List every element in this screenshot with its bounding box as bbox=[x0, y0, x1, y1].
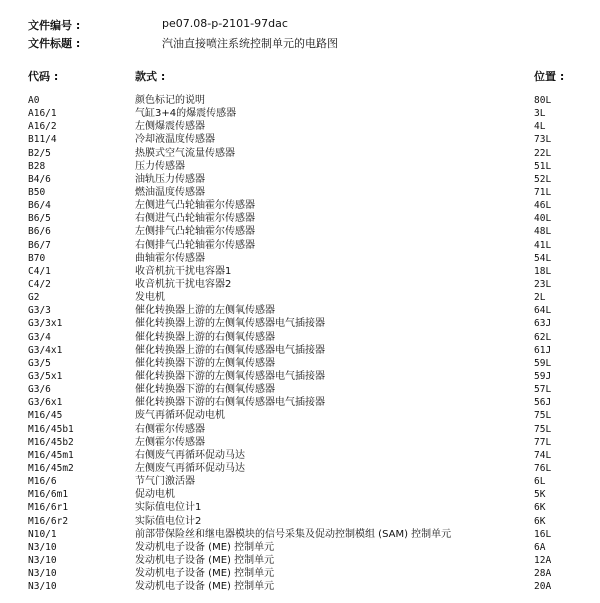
table-row bbox=[0, 160, 600, 173]
row-description: 气缸3+4的爆震传感器 bbox=[135, 108, 237, 120]
row-description: 曲轴霍尔传感器 bbox=[135, 252, 205, 264]
table-row bbox=[0, 107, 600, 120]
row-position: 52L bbox=[534, 173, 552, 185]
row-code: B11/4 bbox=[28, 134, 57, 146]
row-description: 前部带保险丝和继电器模块的信号采集及促动控制模组 (SAM) 控制单元 bbox=[135, 528, 452, 540]
row-description: 热膜式空气流量传感器 bbox=[135, 147, 235, 159]
row-description: 右侧废气再循环促动马达 bbox=[135, 449, 245, 461]
row-code: M16/6r1 bbox=[28, 502, 69, 514]
table-row bbox=[0, 239, 600, 252]
row-code: B4/6 bbox=[28, 173, 51, 185]
table-row bbox=[0, 225, 600, 238]
table-row bbox=[0, 199, 600, 212]
table-row bbox=[0, 580, 600, 593]
table-row bbox=[0, 528, 600, 541]
doc-number-label: 文件编号 : bbox=[28, 19, 81, 32]
row-position: 71L bbox=[534, 186, 552, 198]
row-code: G3/4 bbox=[28, 331, 51, 343]
row-position: 4L bbox=[534, 121, 546, 133]
row-description: 左侧爆震传感器 bbox=[135, 121, 205, 133]
row-code: B6/4 bbox=[28, 200, 51, 212]
row-description: 发动机电子设备 (ME) 控制单元 bbox=[135, 581, 275, 593]
row-position: 63J bbox=[534, 318, 552, 330]
row-position: 64L bbox=[534, 305, 552, 317]
row-code: G3/5x1 bbox=[28, 370, 63, 382]
row-position: 40L bbox=[534, 213, 552, 225]
row-code: N10/1 bbox=[28, 528, 57, 540]
row-code: B6/5 bbox=[28, 213, 51, 225]
row-position: 2L bbox=[534, 292, 546, 304]
row-code: C4/1 bbox=[28, 265, 51, 277]
row-description: 发动机电子设备 (ME) 控制单元 bbox=[135, 541, 275, 553]
table-row bbox=[0, 396, 600, 409]
row-position: 6L bbox=[534, 476, 546, 488]
table-row bbox=[0, 541, 600, 554]
row-code: C4/2 bbox=[28, 278, 51, 290]
row-description: 油轨压力传感器 bbox=[135, 173, 205, 185]
table-row bbox=[0, 291, 600, 304]
row-description: 左侧霍尔传感器 bbox=[135, 436, 205, 448]
row-description: 颜色标记的说明 bbox=[135, 95, 205, 106]
row-position: 73L bbox=[534, 134, 552, 146]
row-position: 6A bbox=[534, 541, 546, 553]
row-description: 燃油温度传感器 bbox=[135, 186, 205, 198]
row-position: 76L bbox=[534, 462, 552, 474]
row-code: M16/6 bbox=[28, 476, 57, 488]
table-row bbox=[0, 212, 600, 225]
table-row bbox=[0, 436, 600, 449]
row-position: 54L bbox=[534, 252, 552, 264]
header-pos: 位置 : bbox=[534, 70, 565, 83]
row-description: 催化转换器上游的左侧氧传感器 bbox=[135, 305, 275, 317]
row-code: A16/1 bbox=[28, 108, 57, 120]
table-row bbox=[0, 252, 600, 265]
row-code: M16/45m2 bbox=[28, 462, 74, 474]
row-code: B28 bbox=[28, 160, 46, 172]
component-table bbox=[0, 94, 600, 593]
row-code: G3/5 bbox=[28, 357, 51, 369]
row-position: 5K bbox=[534, 489, 546, 501]
table-row bbox=[0, 186, 600, 199]
table-row bbox=[0, 370, 600, 383]
table-row bbox=[0, 278, 600, 291]
table-row bbox=[0, 265, 600, 278]
table-row bbox=[0, 331, 600, 344]
row-description: 节气门激活器 bbox=[135, 476, 195, 488]
row-position: 48L bbox=[534, 226, 552, 238]
row-position: 56J bbox=[534, 397, 552, 409]
row-code: B6/6 bbox=[28, 226, 51, 238]
row-description: 催化转换器下游的左侧氧传感器 bbox=[135, 357, 275, 369]
row-description: 发动机电子设备 (ME) 控制单元 bbox=[135, 568, 275, 580]
row-position: 12A bbox=[534, 554, 552, 566]
table-row bbox=[0, 94, 600, 107]
doc-title-value: 汽油直接喷注系统控制单元的电路图 bbox=[162, 37, 338, 50]
row-description: 催化转换器下游的右侧氧传感器 bbox=[135, 384, 275, 396]
table-row bbox=[0, 449, 600, 462]
row-description: 催化转换器上游的右侧氧传感器 bbox=[135, 331, 275, 343]
row-code: B50 bbox=[28, 186, 46, 198]
row-description: 右侧霍尔传感器 bbox=[135, 423, 205, 435]
row-position: 61J bbox=[534, 344, 552, 356]
row-position: 6K bbox=[534, 502, 546, 514]
row-position: 59J bbox=[534, 370, 552, 382]
row-description: 压力传感器 bbox=[135, 160, 185, 172]
row-description: 收音机抗干扰电容器2 bbox=[135, 278, 232, 290]
table-row bbox=[0, 488, 600, 501]
row-code: M16/45 bbox=[28, 410, 63, 422]
doc-title-label: 文件标题 : bbox=[28, 37, 81, 50]
row-description: 催化转换器下游的左侧氧传感器电气插接器 bbox=[135, 370, 325, 382]
row-code: B2/5 bbox=[28, 147, 51, 159]
row-position: 41L bbox=[534, 239, 552, 251]
row-description: 促动电机 bbox=[135, 489, 175, 501]
row-description: 发动机电子设备 (ME) 控制单元 bbox=[135, 554, 275, 566]
row-code: G3/3x1 bbox=[28, 318, 63, 330]
row-code: N3/10 bbox=[28, 554, 57, 566]
row-position: 59L bbox=[534, 357, 552, 369]
row-position: 16L bbox=[534, 528, 552, 540]
table-row bbox=[0, 501, 600, 514]
table-row bbox=[0, 173, 600, 186]
row-position: 80L bbox=[534, 95, 552, 106]
table-row bbox=[0, 344, 600, 357]
row-code: M16/45b1 bbox=[28, 423, 74, 435]
row-code: G3/6x1 bbox=[28, 397, 63, 409]
row-code: G2 bbox=[28, 292, 40, 304]
table-row bbox=[0, 317, 600, 330]
table-row bbox=[0, 475, 600, 488]
row-code: M16/45b2 bbox=[28, 436, 74, 448]
row-description: 实际值电位计2 bbox=[135, 515, 202, 527]
row-position: 23L bbox=[534, 278, 552, 290]
row-code: N3/10 bbox=[28, 581, 57, 593]
row-position: 57L bbox=[534, 384, 552, 396]
table-row bbox=[0, 462, 600, 475]
row-position: 77L bbox=[534, 436, 552, 448]
row-description: 左侧废气再循环促动马达 bbox=[135, 462, 245, 474]
table-row bbox=[0, 423, 600, 436]
table-row bbox=[0, 383, 600, 396]
row-code: B70 bbox=[28, 252, 46, 264]
row-code: B6/7 bbox=[28, 239, 51, 251]
row-code: G3/6 bbox=[28, 384, 51, 396]
row-position: 74L bbox=[534, 449, 552, 461]
table-row bbox=[0, 147, 600, 160]
header-desc: 款式 : bbox=[135, 70, 166, 83]
row-position: 6K bbox=[534, 515, 546, 527]
row-description: 冷却液温度传感器 bbox=[135, 134, 215, 146]
doc-number-value: pe07.08-p-2101-97dac bbox=[162, 17, 288, 30]
row-code: A16/2 bbox=[28, 121, 57, 133]
row-description: 发电机 bbox=[135, 292, 165, 304]
table-row bbox=[0, 515, 600, 528]
row-position: 62L bbox=[534, 331, 552, 343]
row-description: 催化转换器下游的右侧氧传感器电气插接器 bbox=[135, 397, 325, 409]
row-code: M16/45m1 bbox=[28, 449, 74, 461]
table-row bbox=[0, 133, 600, 146]
row-code: G3/4x1 bbox=[28, 344, 63, 356]
row-code: M16/6m1 bbox=[28, 489, 69, 501]
row-code: N3/10 bbox=[28, 568, 57, 580]
table-row bbox=[0, 409, 600, 422]
row-position: 75L bbox=[534, 410, 552, 422]
row-description: 右侧排气凸轮轴霍尔传感器 bbox=[135, 239, 255, 251]
header-code: 代码 : bbox=[28, 70, 59, 83]
row-description: 催化转换器上游的左侧氧传感器电气插接器 bbox=[135, 318, 325, 330]
table-row bbox=[0, 357, 600, 370]
row-position: 3L bbox=[534, 108, 546, 120]
row-position: 22L bbox=[534, 147, 552, 159]
row-description: 左侧进气凸轮轴霍尔传感器 bbox=[135, 200, 255, 212]
row-position: 75L bbox=[534, 423, 552, 435]
row-description: 废气再循环促动电机 bbox=[135, 410, 225, 422]
row-code: G3/3 bbox=[28, 305, 51, 317]
table-row bbox=[0, 120, 600, 133]
row-code: N3/10 bbox=[28, 541, 57, 553]
row-description: 实际值电位计1 bbox=[135, 502, 202, 514]
row-position: 51L bbox=[534, 160, 552, 172]
row-description: 左侧排气凸轮轴霍尔传感器 bbox=[135, 226, 255, 238]
table-row bbox=[0, 554, 600, 567]
row-position: 46L bbox=[534, 200, 552, 212]
row-position: 18L bbox=[534, 265, 552, 277]
row-description: 右侧进气凸轮轴霍尔传感器 bbox=[135, 213, 255, 225]
row-description: 收音机抗干扰电容器1 bbox=[135, 265, 232, 277]
row-code: M16/6r2 bbox=[28, 515, 69, 527]
table-row bbox=[0, 304, 600, 317]
row-code: A0 bbox=[28, 95, 40, 106]
row-position: 28A bbox=[534, 568, 552, 580]
table-row bbox=[0, 567, 600, 580]
row-description: 催化转换器上游的右侧氧传感器电气插接器 bbox=[135, 344, 325, 356]
row-position: 20A bbox=[534, 581, 552, 593]
